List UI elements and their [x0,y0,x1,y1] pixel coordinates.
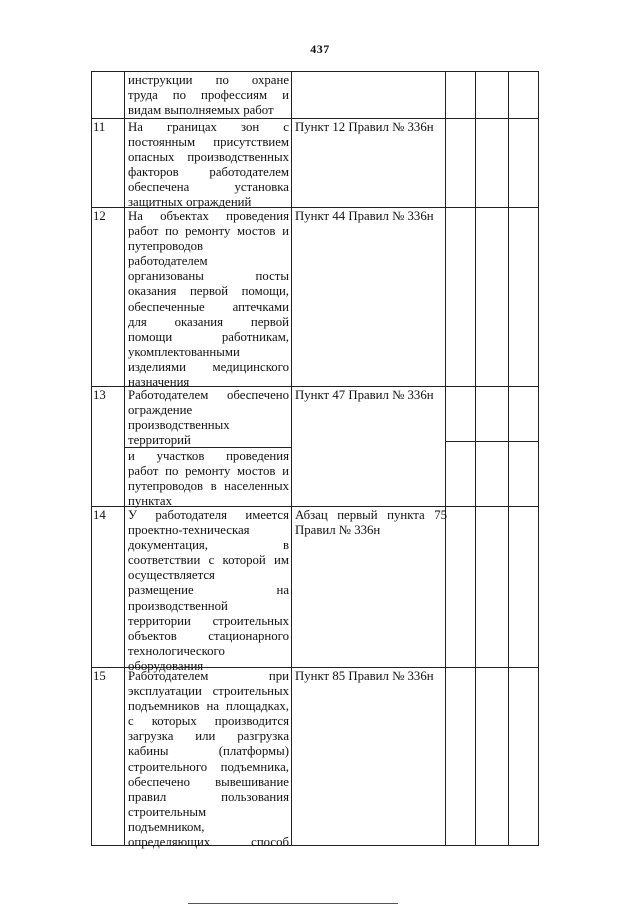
column-divider-number [124,71,125,846]
table-border-top [91,71,539,72]
column-divider-reference [445,71,446,846]
scan-edge-line [188,903,398,904]
column-divider-requirement [291,71,292,846]
row-number: 14 [93,508,106,522]
row-number: 15 [93,669,106,683]
table-border-right [538,71,539,846]
checklist-table [91,71,539,850]
requirement-text: и участков проведения работ по ремонту мостов и путепроводов в населенных пунктах [128,449,289,509]
page-number: 437 [310,42,330,56]
legal-reference: Пункт 85 Правил № 336н [295,669,434,683]
row-number: 13 [93,388,106,402]
table-border-left [91,71,92,846]
requirement-text: Работодателем обеспечено ограждение производственных территорий [128,388,289,448]
requirement-text: На объектах проведения работ по ремонту мостов и путепроводов работодателем организованы посты оказания первой помощи, обеспеченные аптечками для оказания первой помощи работникам, укомплектованными изделиями медицинского назначения [128,209,289,390]
legal-reference: Пункт 44 Правил № 336н [295,209,434,223]
requirement-text: На границах зон с постоянным присутствием опасных производственных факторов работодателем обеспечена установка защитных ограждений [128,120,289,210]
requirement-text: инструкции по охране труда по профессиям и видам выполняемых работ [128,73,289,118]
legal-reference: Абзац первый пункта 75 Правил № 336н [295,508,447,538]
requirement-text: Работодателем при эксплуатации строительных подъемников на площадках, с которых производится загрузка или разгрузка кабины (платформы) строительного подъемника, обеспечено вывешивание правил пользования строительным подъемником, определяющих способ [128,669,289,850]
legal-reference: Пункт 12 Правил № 336н [295,120,434,134]
subrow-divider [445,441,539,442]
row-number: 11 [93,120,106,134]
requirement-text: У работодателя имеется проектно-техническая документация, в соответствии с которой им осуществляется размещение на производственной территории строительных объектов стационарного технологического оборудования [128,508,289,673]
column-divider-yes [475,71,476,846]
column-divider-no [508,71,509,846]
row-number: 12 [93,209,106,223]
legal-reference: Пункт 47 Правил № 336н [295,388,434,402]
